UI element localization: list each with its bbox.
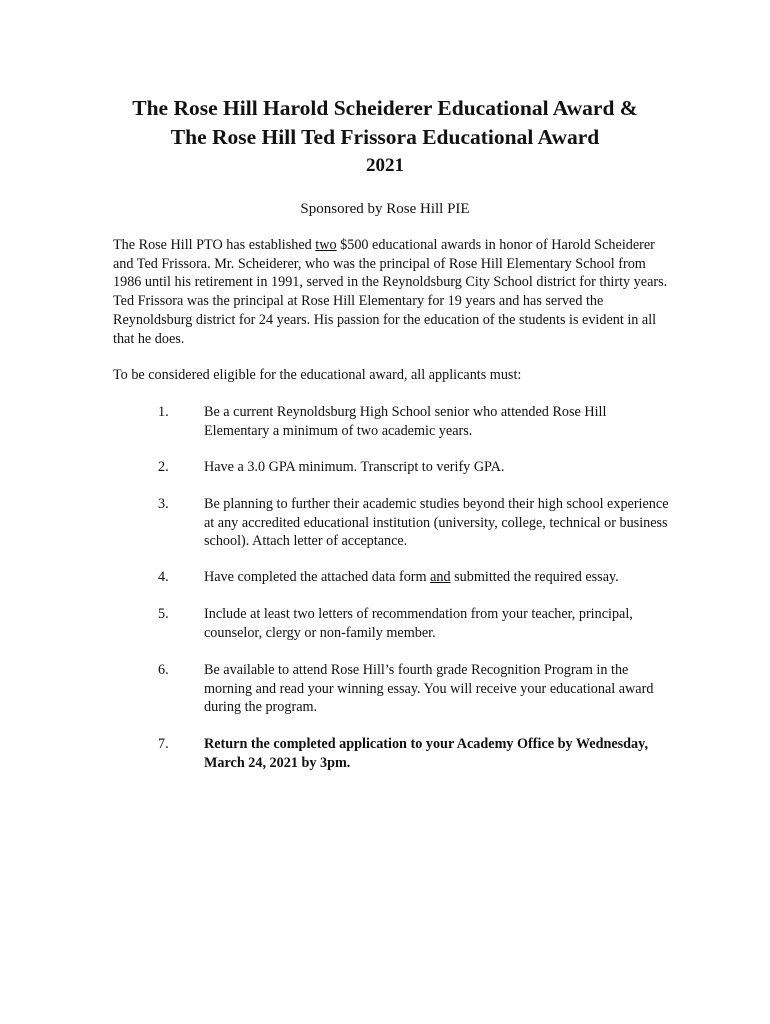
requirement-text: Be available to attend Rose Hill’s fourth grade Recognition Program in the morning and read your winning essay. You will receive your educational award during the program. <box>204 662 654 716</box>
requirement-number: 2. <box>158 459 169 475</box>
requirement-text-deadline: Return the completed application to your Academy Office by Wednesday, March 24, 2021 by 3pm. <box>204 736 649 771</box>
requirement-text: Include at least two letters of recommendation from your teacher, principal, counselor, clergy or non-family member. <box>204 606 633 641</box>
intro-text-start: The Rose Hill PTO has established <box>113 237 316 253</box>
title-year: 2021 <box>366 155 404 176</box>
requirement-text: Be a current Reynoldsburg High School senior who attended Rose Hill Elementary a minimum of two academic years. <box>204 404 607 439</box>
requirement-number: 1. <box>158 404 169 420</box>
requirement-text-start: Have completed the attached data form <box>204 569 431 585</box>
intro-text-end: $500 educational awards in honor of Harold Scheiderer and Ted Frissora. Mr. Scheiderer, who was the principal of Rose Hill Elementary School from 1986 until his retirement in 1991, served in the Reynoldsburg City School district for thirty years. Ted Frissora was the principal at Rose Hill Elementary for 19 years and has served the Reynoldsburg district for 24 years. His passion for the education of the students is evident in all that he does. <box>113 237 668 347</box>
requirement-number: 6. <box>158 662 169 678</box>
eligibility-intro: To be considered eligible for the educational award, all applicants must: <box>113 367 522 383</box>
requirement-text: Be planning to further their academic studies beyond their high school experience at any accredited educational institution (university, college, technical or business school). Attach letter of acceptance. <box>204 496 669 550</box>
requirement-underlined-word: and <box>430 569 451 585</box>
title-line-1: The Rose Hill Harold Scheiderer Educational Award & <box>132 96 638 120</box>
sponsor-line: Sponsored by Rose Hill PIE <box>300 201 470 217</box>
requirement-number: 5. <box>158 606 169 622</box>
requirement-text-end: submitted the required essay. <box>450 569 619 585</box>
document-title <box>60 94 710 179</box>
requirement-text: Have a 3.0 GPA minimum. Transcript to verify GPA. <box>204 459 505 475</box>
requirement-text <box>204 568 674 587</box>
title-line-2: The Rose Hill Ted Frissora Educational Award <box>170 125 600 149</box>
intro-underlined-word: two <box>315 237 337 253</box>
requirement-number: 4. <box>158 569 169 585</box>
requirement-number: 3. <box>158 496 169 512</box>
intro-paragraph <box>113 236 673 348</box>
requirement-number: 7. <box>158 736 169 752</box>
